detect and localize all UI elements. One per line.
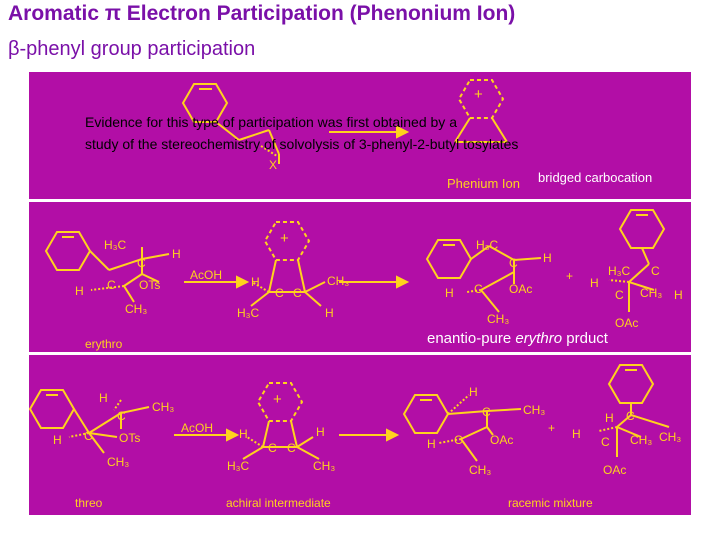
threo-reactant-h-top: H	[99, 391, 108, 405]
phenium-plus: +	[474, 86, 483, 103]
leaving-group-x: X	[269, 158, 278, 172]
erythro-intermediate-c-left: C	[275, 286, 284, 300]
evidence-text-line2: study of the stereochemistry of solvolysis of 3-phenyl-2-butyl tosylates	[85, 136, 519, 152]
evidence-panel	[29, 72, 691, 199]
erythro-intermediate-c-right: C	[293, 286, 302, 300]
phenium-ion-label: Phenium Ion	[447, 176, 520, 191]
achiral-intermediate-label: achiral intermediate	[226, 496, 331, 510]
threo-product2-oac: OAc	[603, 463, 627, 477]
threo-intermediate-h-left: H	[239, 427, 248, 441]
slide-title: Aromatic π Electron Participation (Phenonium Ion)	[8, 2, 516, 25]
erythro-product1-h-right: H	[543, 251, 552, 265]
erythro-intermediate-h-left: H	[251, 275, 260, 289]
threo-reactant-c1: C	[117, 409, 126, 423]
threo-reactant-c2: C	[84, 429, 93, 443]
bridged-carbocation-label: bridged carbocation	[538, 170, 653, 185]
threo-product1-c2: C	[454, 433, 463, 447]
threo-reactant-ots: OTs	[119, 431, 141, 445]
threo-product2-ch3-right: CH₃	[630, 433, 653, 447]
erythro-reagent: AcOH	[190, 268, 223, 282]
threo-product1-ch3-bottom: CH₃	[469, 463, 492, 477]
threo-product2-c2: C	[601, 435, 610, 449]
erythro-reactant-h3c: H₃C	[104, 238, 127, 252]
erythro-product1-h-left: H	[445, 286, 454, 300]
threo-intermediate-plus: +	[273, 391, 282, 408]
threo-intermediate-ch3: CH₃	[313, 459, 336, 473]
erythro-product2-c2: C	[615, 288, 624, 302]
erythro-reactant-ots: OTs	[139, 278, 161, 292]
threo-panel	[29, 355, 691, 515]
erythro-reactant-h-top: H	[172, 247, 181, 261]
threo-product1-h-top: H	[469, 385, 478, 399]
erythro-product1-h3c: H₃C	[476, 238, 499, 252]
threo-product1-h-left: H	[427, 437, 436, 451]
evidence-text-line1: Evidence for this type of participation was first obtained by a	[85, 114, 457, 130]
erythro-intermediate-ch3: CH₃	[327, 274, 350, 288]
threo-reactant-h-left: H	[53, 433, 62, 447]
erythro-label: erythro	[85, 337, 123, 351]
erythro-product1-c2: C	[474, 282, 483, 296]
erythro-intermediate-h-bottom: H	[325, 306, 334, 320]
threo-product1-c1: C	[482, 405, 491, 419]
erythro-product1-ch3: CH₃	[487, 312, 510, 326]
threo-reactant-ch3: CH₃	[107, 455, 130, 469]
threo-intermediate-c-left: C	[268, 441, 277, 455]
erythro-reactant-c1: C	[137, 256, 146, 270]
threo-intermediate-h3c: H₃C	[227, 459, 250, 473]
threo-product2-c1: C	[626, 409, 635, 423]
threo-product2-h-top: H	[605, 411, 614, 425]
erythro-reactant-c2: C	[107, 278, 116, 292]
threo-plus-sign: +	[548, 421, 556, 435]
erythro-reactant-ch3: CH₃	[125, 302, 148, 316]
erythro-plus-sign: +	[566, 269, 574, 283]
racemic-mixture-label: racemic mixture	[508, 496, 593, 510]
threo-reactant-ch3-top: CH₃	[152, 400, 175, 414]
erythro-result-label: enantio-pure erythro prduct	[427, 330, 608, 347]
threo-label: threo	[75, 496, 103, 510]
erythro-product1-oac: OAc	[509, 282, 533, 296]
erythro-intermediate-h3c: H₃C	[237, 306, 260, 320]
threo-product1-ch3: CH₃	[523, 403, 546, 417]
threo-intermediate-h-right: H	[316, 425, 325, 439]
threo-intermediate-c-right: C	[287, 441, 296, 455]
erythro-product2-oac: OAc	[615, 316, 639, 330]
erythro-intermediate-plus: +	[280, 230, 289, 247]
erythro-product2-h-right: H	[674, 288, 683, 302]
erythro-panel	[29, 202, 691, 352]
slide-subtitle: β-phenyl group participation	[8, 38, 256, 60]
threo-product2-ch3-far: CH₃	[659, 430, 682, 444]
erythro-product2-ch3: CH₃	[640, 286, 663, 300]
erythro-product1-c1: C	[509, 256, 518, 270]
erythro-reactant-h-left: H	[75, 284, 84, 298]
threo-product2-h-left: H	[572, 427, 581, 441]
threo-reagent: AcOH	[181, 421, 214, 435]
erythro-product2-h-left: H	[590, 276, 599, 290]
erythro-product2-c1: C	[651, 264, 660, 278]
threo-product1-oac: OAc	[490, 433, 514, 447]
erythro-product2-h3c: H₃C	[608, 264, 631, 278]
